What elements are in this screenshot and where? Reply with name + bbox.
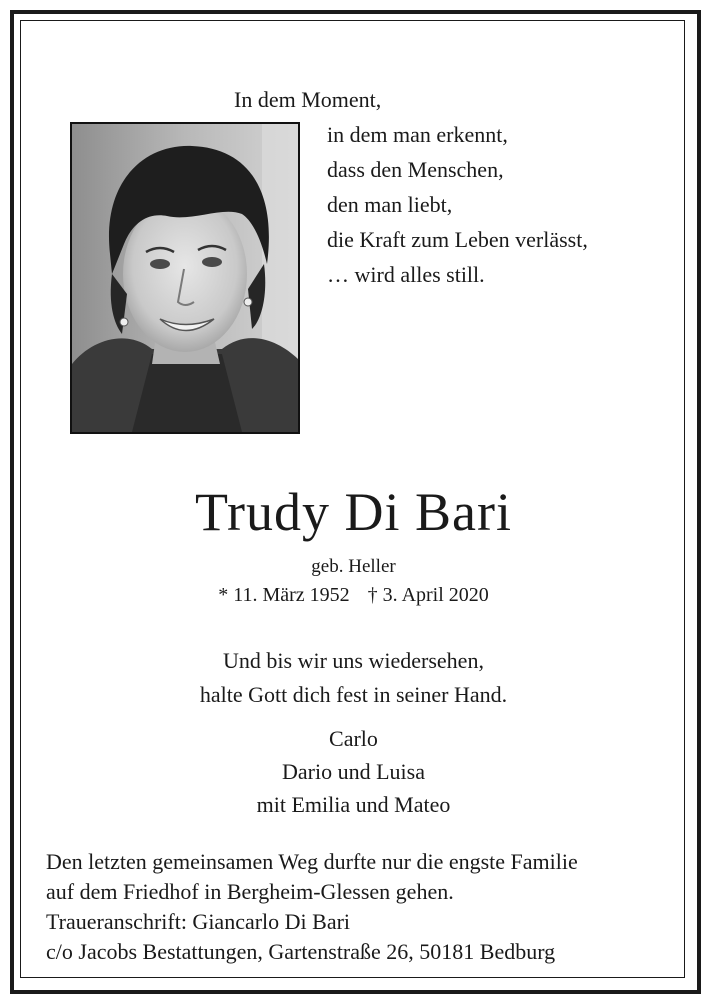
- notice-line: Den letzten gemeinsamen Weg durfte nur die engste Familie: [46, 849, 578, 874]
- maiden-name: geb. Heller: [311, 556, 396, 577]
- notice-line: auf dem Friedhof in Bergheim-Glessen gehen.: [46, 879, 454, 904]
- deceased-name: Trudy Di Bari: [194, 482, 513, 542]
- birth-date: * 11. März 1952: [218, 584, 350, 606]
- poem-first-line: [234, 82, 381, 117]
- mourner-line: Dario und Luisa: [282, 759, 425, 784]
- verse-line: halte Gott dich fest in seiner Hand.: [199, 682, 508, 707]
- poem-line: in dem man erkennt,: [327, 122, 508, 147]
- verse-line: Und bis wir uns wiedersehen,: [223, 648, 484, 673]
- notice-line: Traueranschrift: Giancarlo Di Bari: [46, 909, 351, 934]
- poem-line: die Kraft zum Leben verlässt,: [327, 227, 588, 252]
- portrait-photo: [70, 122, 300, 434]
- funeral-notice: [46, 847, 578, 967]
- mourner-line: Carlo: [329, 726, 378, 751]
- life-dates: [0, 584, 707, 607]
- poem-body: [327, 117, 588, 292]
- poem-line: den man liebt,: [327, 192, 453, 217]
- mourners-list: [0, 722, 707, 821]
- poem-line: … wird alles still.: [327, 262, 485, 287]
- farewell-verse: [0, 644, 707, 712]
- poem-line: In dem Moment,: [234, 87, 382, 112]
- death-date: † 3. April 2020: [367, 584, 489, 606]
- poem-line: dass den Menschen,: [327, 157, 504, 182]
- mourner-line: mit Emilia und Mateo: [256, 792, 451, 817]
- notice-line: c/o Jacobs Bestattungen, Gartenstraße 26, 50181 Bedburg: [46, 939, 556, 964]
